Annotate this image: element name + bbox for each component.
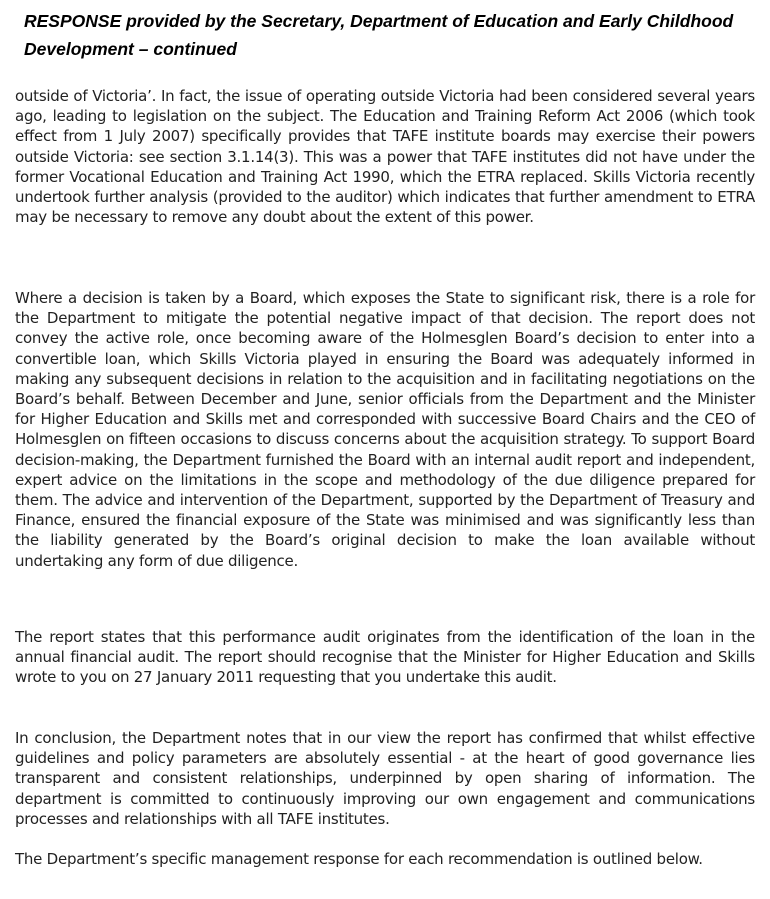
paragraph-conclusion: In conclusion, the Department notes that in our view the report has confirmed that whilst effective guidelines and policy parameters are absolutely essential - at the heart of good governance lies transparent and consistent relationships, underpinned by open sharing of information. The department is committed to continuously improving our own engagement and communications processes and relationships with all TAFE institutes. <box>15 729 755 828</box>
page-heading: RESPONSE provided by the Secretary, Department of Education and Early Childhood Development – continued <box>24 11 734 59</box>
paragraph-management-response: The Department’s specific management response for each recommendation is outlined below. <box>15 850 703 868</box>
paragraph-operating-outside-victoria: outside of Victoria’. In fact, the issue of operating outside Victoria had been considered several years ago, leading to legislation on the subject. The Education and Training Reform Act 2006 (which took effect from 1 July 2007) specifically provides that TAFE institute boards may exercise their powers outside Victoria: see section 3.1.14(3). This was a power that TAFE institutes did not have under the former Vocational Education and Training Act 1990, which the ETRA replaced. Skills Victoria recently undertook further analysis (provided to the auditor) which indicates that further amendment to ETRA may be necessary to remove any doubt about the extent of this power. <box>15 87 755 227</box>
paragraph-audit-origin: The report states that this performance audit originates from the identification of the loan in the annual financial audit. The report should recognise that the Minister for Higher Education and Skills wrote to you on 27 January 2011 requesting that you undertake this audit. <box>15 628 755 687</box>
paragraph-board-decision-risk: Where a decision is taken by a Board, which exposes the State to significant risk, there is a role for the Department to mitigate the potential negative impact of that decision. The report does not convey the active role, once becoming aware of the Holmesglen Board’s decision to enter into a convertible loan, which Skills Victoria played in ensuring the Board was adequately informed in making any subsequent decisions in relation to the acquisition and in facilitating negotiations on the Board’s behalf. Between December and June, senior officials from the Department and the Minister for Higher Education and Skills met and corresponded with successive Board Chairs and the CEO of Holmesglen on fifteen occasions to discuss concerns about the acquisition strategy. To support Board decision-making, the Department furnished the Board with an internal audit report and independent, expert advice on the limitations in the scope and methodology of the due diligence prepared for them. The advice and intervention of the Department, supported by the Department of Treasury and Finance, ensured the financial exposure of the State was minimised and was significantly less than the liability generated by the Board’s original decision to make the loan available without undertaking any form of due diligence. <box>15 289 755 570</box>
